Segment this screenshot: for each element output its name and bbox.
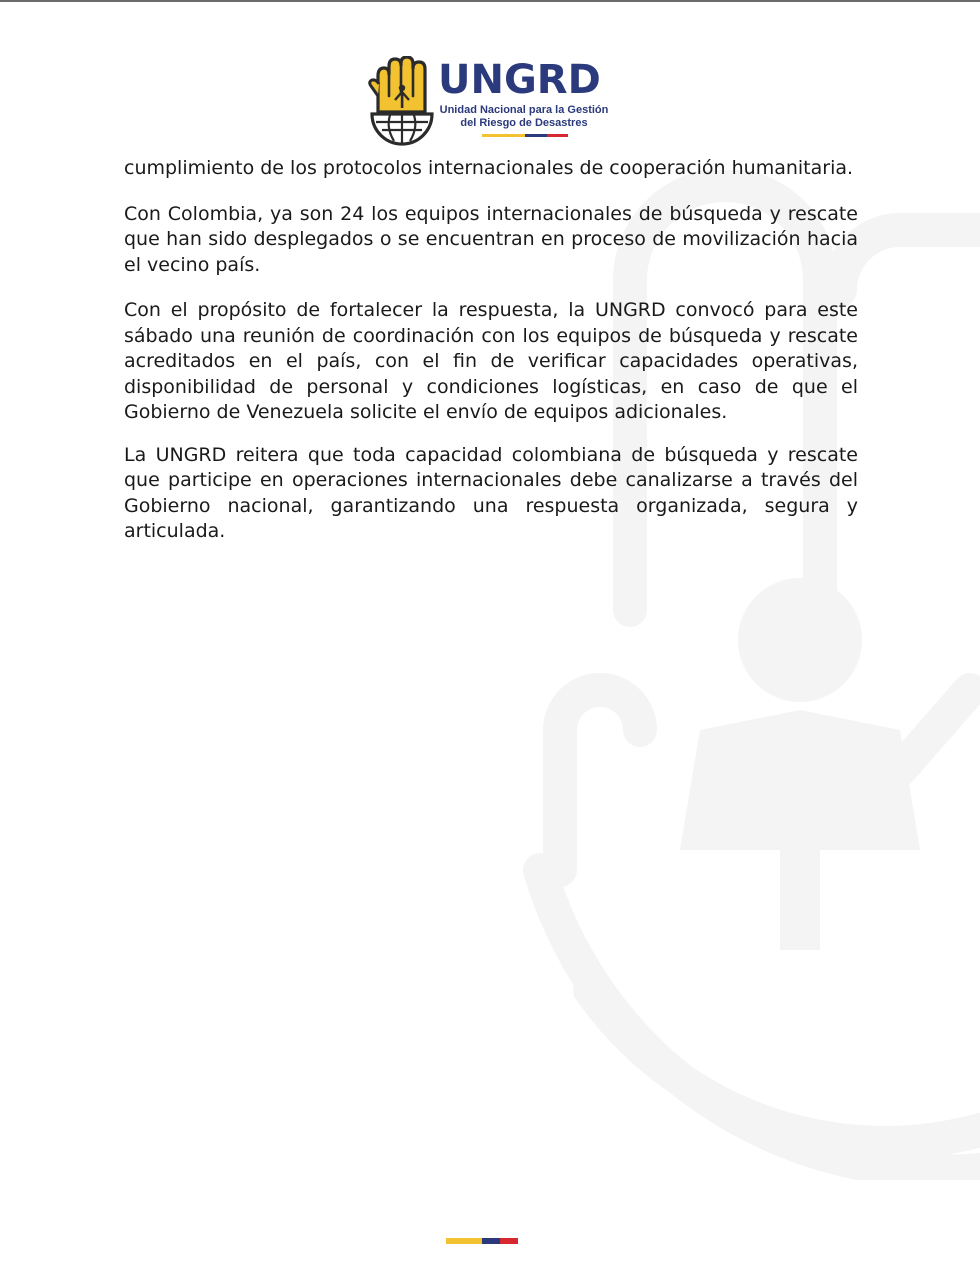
flag-red (547, 134, 568, 137)
paragraph-2: Con Colombia, ya son 24 los equipos internacionales de búsqueda y rescate que han sido desplegados o se encuentran en proceso de movilización hacia el vecino país. (124, 202, 858, 276)
logo-flag-bar (482, 134, 568, 137)
ungrd-logo (368, 56, 618, 146)
paragraph-4: La UNGRD reitera que toda capacidad colombiana de búsqueda y rescate que participe en operaciones internacionales debe canalizarse a través del Gobierno nacional, garantizando una respuesta organizada, segura y articulada. (124, 443, 858, 542)
footer-flag-yellow (446, 1238, 482, 1244)
footer-flag-bar (446, 1238, 518, 1244)
flag-yellow (482, 134, 525, 137)
paragraph-1: cumplimiento de los protocolos internacionales de cooperación humanitaria. (124, 157, 854, 179)
logo-wordmark: UNGRD (438, 57, 601, 103)
ungrd-hand-globe-icon (368, 56, 436, 146)
footer-flag-red (500, 1238, 518, 1244)
paragraph-3: Con el propósito de fortalecer la respuesta, la UNGRD convocó para este sábado una reunión de coordinación con los equipos de búsqueda y rescate acreditados en el país, con el fin de verificar capacidades operativas, disponibilidad de personal y condiciones logísticas, en caso de que el Gobierno de Venezuela solicite el envío de equipos adicionales. (124, 299, 858, 423)
footer-flag-blue (482, 1238, 500, 1244)
flag-blue (525, 134, 547, 137)
logo-subtitle-line2: del Riesgo de Desastres (460, 117, 588, 129)
top-border (0, 0, 980, 2)
logo-subtitle-line1: Unidad Nacional para la Gestión (439, 104, 609, 116)
document-body (124, 156, 858, 565)
